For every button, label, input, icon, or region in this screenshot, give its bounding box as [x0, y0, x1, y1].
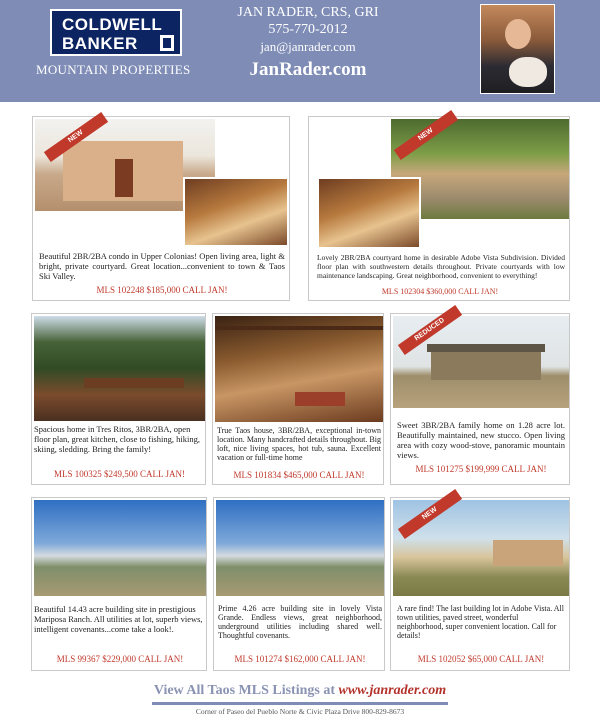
agent-name: JAN RADER, CRS, GRI	[237, 5, 379, 20]
office-address: Corner of Paseo del Pueblo Norte & Civic Plaza Drive 800-829-8673	[195, 707, 405, 716]
agent-face	[505, 19, 531, 49]
sofa-figure	[295, 392, 345, 406]
badge-new: NEW	[44, 112, 108, 162]
header-banner	[0, 0, 600, 102]
footer-divider	[152, 702, 448, 705]
listing-mls-7[interactable]: MLS 101274 $162,000 CALL JAN!	[234, 654, 366, 664]
logo-text-line1: COLDWELL	[62, 15, 163, 34]
agent-email[interactable]: jan@janrader.com	[260, 39, 356, 54]
agent-website[interactable]: JanRader.com	[249, 59, 367, 80]
division-name: MOUNTAIN PROPERTIES	[36, 62, 191, 77]
listing-description-4: True Taos house, 3BR/2BA, exceptional in-town location. Many handcrafted details throughout. Big loft, nice living spaces, hot tub, sauna. Excellent vacation or full-time home	[217, 426, 381, 462]
listing-mls-1[interactable]: MLS 102248 $185,000 CALL JAN!	[96, 285, 228, 295]
agent-contact	[218, 4, 398, 83]
beam-figure	[215, 326, 383, 330]
listing-description-2: Lovely 2BR/2BA courtyard home in desirable Adobe Vista Subdivision. Divided floor plan with southwestern details throughout. Private courtyards with low maintenance landscaping. Great neighborhood, convenient to everything!	[317, 253, 565, 280]
listing-description-7: Prime 4.26 acre building site in lovely Vista Grande. Endless views, great neighborhood, underground utilities including shared well. Thoughtful covenants.	[218, 604, 382, 640]
listing-mls-8[interactable]: MLS 102052 $65,000 CALL JAN!	[417, 654, 545, 664]
listing-photo-3	[34, 316, 205, 421]
badge-reduced: REDUCED	[398, 305, 462, 355]
listing-mls-2[interactable]: MLS 102304 $360,000 CALL JAN!	[381, 287, 499, 296]
logo-text-line2: BANKER	[62, 34, 138, 53]
deck-figure	[84, 378, 184, 388]
adobe-wall-figure	[493, 540, 563, 566]
listing-card-5[interactable]	[390, 313, 570, 485]
listing-card-1[interactable]	[32, 116, 290, 301]
listing-description-6: Beautiful 14.43 acre building site in prestigious Mariposa Ranch. All utilities at lot, superb views, intelligent covenants...come take a look!.	[34, 604, 203, 634]
badge-new: NEW	[394, 110, 458, 160]
listing-card-2[interactable]	[308, 116, 570, 301]
logo-mark-icon	[160, 35, 174, 51]
listing-description-8: A rare find! The last building lot in Adobe Vista. All town utilities, paved street, wonderful neighborhood, super convenient location. Call for details!	[397, 604, 564, 640]
agent-photo	[480, 4, 555, 94]
listing-photo-4	[215, 316, 383, 422]
listing-card-3[interactable]	[31, 313, 206, 485]
listing-photo-6	[34, 500, 206, 596]
house-figure	[431, 350, 541, 380]
dog-figure	[509, 57, 547, 87]
listing-inset-photo-2	[317, 177, 421, 249]
listing-mls-3[interactable]: MLS 100325 $249,500 CALL JAN!	[54, 469, 185, 479]
agent-phone[interactable]: 575-770-2012	[268, 22, 348, 37]
listing-mls-4[interactable]: MLS 101834 $465,000 CALL JAN!	[233, 470, 365, 480]
coldwell-banker-logo	[50, 9, 182, 56]
doorway-figure	[115, 159, 133, 197]
badge-new: NEW	[398, 489, 462, 539]
view-listings-line	[0, 683, 600, 699]
listing-card-7[interactable]	[213, 497, 385, 671]
listing-description-5: Sweet 3BR/2BA family home on 1.28 acre lot. Beautifully maintained, new stucco. Open living area with cozy wood-stove, panoramic mountain views.	[397, 420, 565, 460]
listing-description-3: Spacious home in Tres Ritos, 3BR/2BA, open floor plan, great kitchen, close to fishing, hiking, skiing, sledding. Bring the family!	[34, 424, 200, 454]
listing-description-1: Beautiful 2BR/2BA condo in Upper Colonias! Open living area, light & bright, private courtyard. Great location...convenient to town & Taos Ski Valley.	[39, 251, 285, 281]
listing-inset-photo-1	[183, 177, 289, 247]
roof-figure	[427, 344, 545, 352]
listing-mls-5[interactable]: MLS 101275 $199,999 CALL JAN!	[415, 464, 547, 474]
listing-photo-7	[216, 500, 384, 596]
listing-card-4[interactable]	[212, 313, 384, 485]
website-link[interactable]: www.janrader.com	[338, 683, 447, 698]
listing-card-6[interactable]	[31, 497, 207, 671]
listing-card-8[interactable]	[390, 497, 570, 671]
view-listings-text: View All Taos MLS Listings at	[153, 683, 335, 698]
listing-mls-6[interactable]: MLS 99367 $229,000 CALL JAN!	[56, 654, 184, 664]
